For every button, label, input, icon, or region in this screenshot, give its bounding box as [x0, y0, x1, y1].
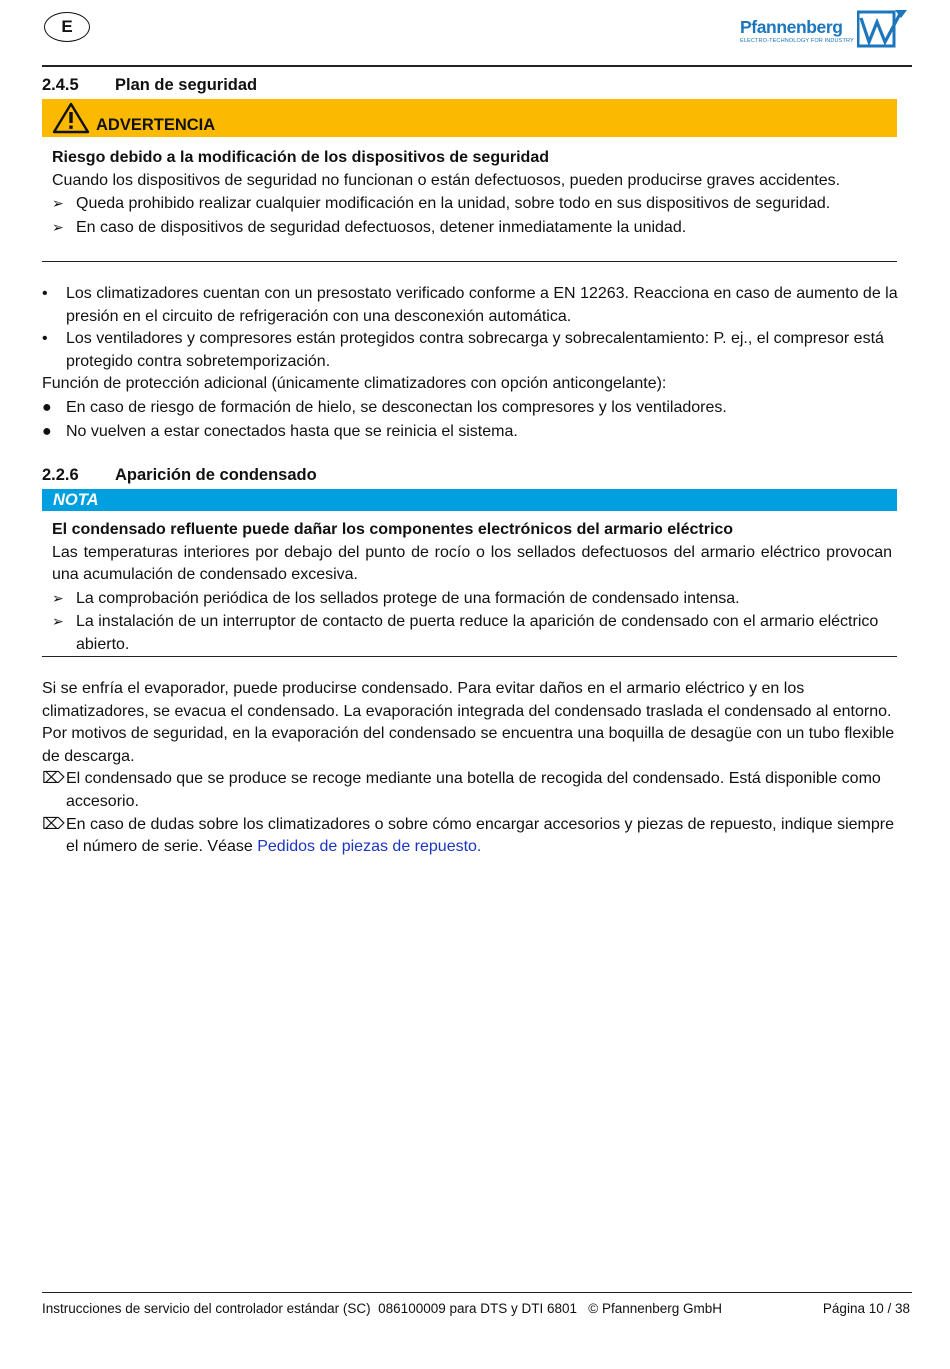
note-action: ➢ La instalación de un interruptor de contacto de puerta reduce la aparición de condensado con el armario eléctrico abierto. — [52, 610, 892, 656]
note-body: Las temperaturas interiores por debajo del punto de rocío o los sellados defectuosos del armario eléctrico provocan una acumulación de condensado excesiva. — [52, 543, 892, 584]
condensate-text — [42, 678, 910, 859]
arrow-bullet-icon: ➢ — [52, 195, 64, 212]
brand-name: Pfannenberg — [740, 17, 843, 37]
section-number: 2.2.6 — [42, 466, 79, 484]
list-item: ● No vuelven a estar conectados hasta que se reinicia el sistema. — [42, 422, 518, 440]
warning-action: ➢ En caso de dispositivos de seguridad defectuosos, detener inmediatamente la unidad. — [52, 216, 892, 240]
hint-item: ⌦ El condensado que se produce se recoge mediante una botella de recogida del condensado. Está disponible como accesorio. — [42, 770, 881, 810]
arrow-bullet-icon: ➢ — [52, 218, 64, 235]
section-heading-condensate — [42, 464, 317, 487]
section-heading-safety — [42, 74, 257, 97]
note-end-rule — [42, 656, 897, 657]
list-item: • Los climatizadores cuentan con un presostato verificado conforme a EN 12263. Reacciona en caso de aumento de la presión en el circuito de refrigeración con una desconexión automática. — [42, 285, 898, 325]
warning-banner — [42, 99, 897, 137]
spare-parts-link[interactable]: Pedidos de piezas de repuesto. — [257, 838, 482, 856]
list-item: ● En caso de riesgo de formación de hielo, se desconectan los compresores y los ventiladores. — [42, 398, 727, 416]
section-title: Aparición de condensado — [115, 466, 317, 484]
section-title: Plan de seguridad — [115, 76, 258, 94]
warning-headline: Riesgo debido a la modificación de los dispositivos de seguridad — [52, 149, 549, 166]
brand-logo — [738, 6, 913, 50]
warning-content — [52, 147, 892, 239]
arrow-bullet-icon: ➢ — [52, 589, 64, 606]
warning-action: ➢ Queda prohibido realizar cualquier modificación en la unidad, sobre todo en sus dispositivos de seguridad. — [52, 192, 892, 216]
note-action: ➢ La comprobación periódica de los sellados protege de una formación de condensado intensa. — [52, 587, 892, 611]
hint-item: ⌦ En caso de dudas sobre los climatizadores o sobre cómo encargar accesorios y piezas de repuesto, indique siempre el número de serie. Véase Pedidos de piezas de repuesto. — [42, 815, 894, 856]
warning-triangle-icon — [52, 102, 90, 134]
header-divider — [42, 65, 912, 67]
brand-tagline: ELECTRO-TECHNOLOGY FOR INDUSTRY — [740, 38, 854, 44]
warning-body: Cuando los dispositivos de seguridad no funcionan o están defectuosos, pueden producirse graves accidentes. — [52, 171, 841, 189]
warning-label: ADVERTENCIA — [96, 116, 216, 134]
note-content — [52, 519, 892, 657]
warning-end-rule — [42, 261, 897, 262]
note-banner — [42, 489, 897, 511]
pointing-hand-icon: ⌦ — [42, 770, 65, 788]
note-label: NOTA — [53, 491, 99, 509]
footer-document-info: Instrucciones de servicio del controlador estándar (SC) 086100009 para DTS y DTI 6801 © Pfannenberg GmbH — [42, 1301, 723, 1316]
footer-divider — [42, 1292, 912, 1293]
condensate-paragraph: Si se enfría el evaporador, puede producirse condensado. Para evitar daños en el armario eléctrico y en los climatizadores, se evacua el condensado. La evaporación integrada del condensado traslada el condensado al entorno. Por motivos de seguridad, en la evaporación del condensado se encuentra una boquilla de desagüe con un tubo flexible de descarga. — [42, 680, 895, 765]
arrow-bullet-icon: ➢ — [52, 613, 64, 630]
brand-wave-icon — [857, 8, 909, 50]
pointing-hand-icon: ⌦ — [42, 815, 65, 833]
section-number: 2.4.5 — [42, 76, 79, 94]
extra-protection-intro: Función de protección adicional (únicamente climatizadores con opción anticongelante): — [42, 375, 667, 393]
list-item: • Los ventiladores y compresores están protegidos contra sobrecarga y sobrecalentamiento: P. ej., el compresor está protegido contra sobretemporización. — [42, 330, 884, 370]
safety-bullet-list — [42, 283, 910, 443]
language-badge: E — [44, 12, 90, 42]
footer-page-number: Página 10 / 38 — [822, 1301, 910, 1316]
note-headline: El condensado refluente puede dañar los componentes electrónicos del armario eléctrico — [52, 521, 734, 538]
